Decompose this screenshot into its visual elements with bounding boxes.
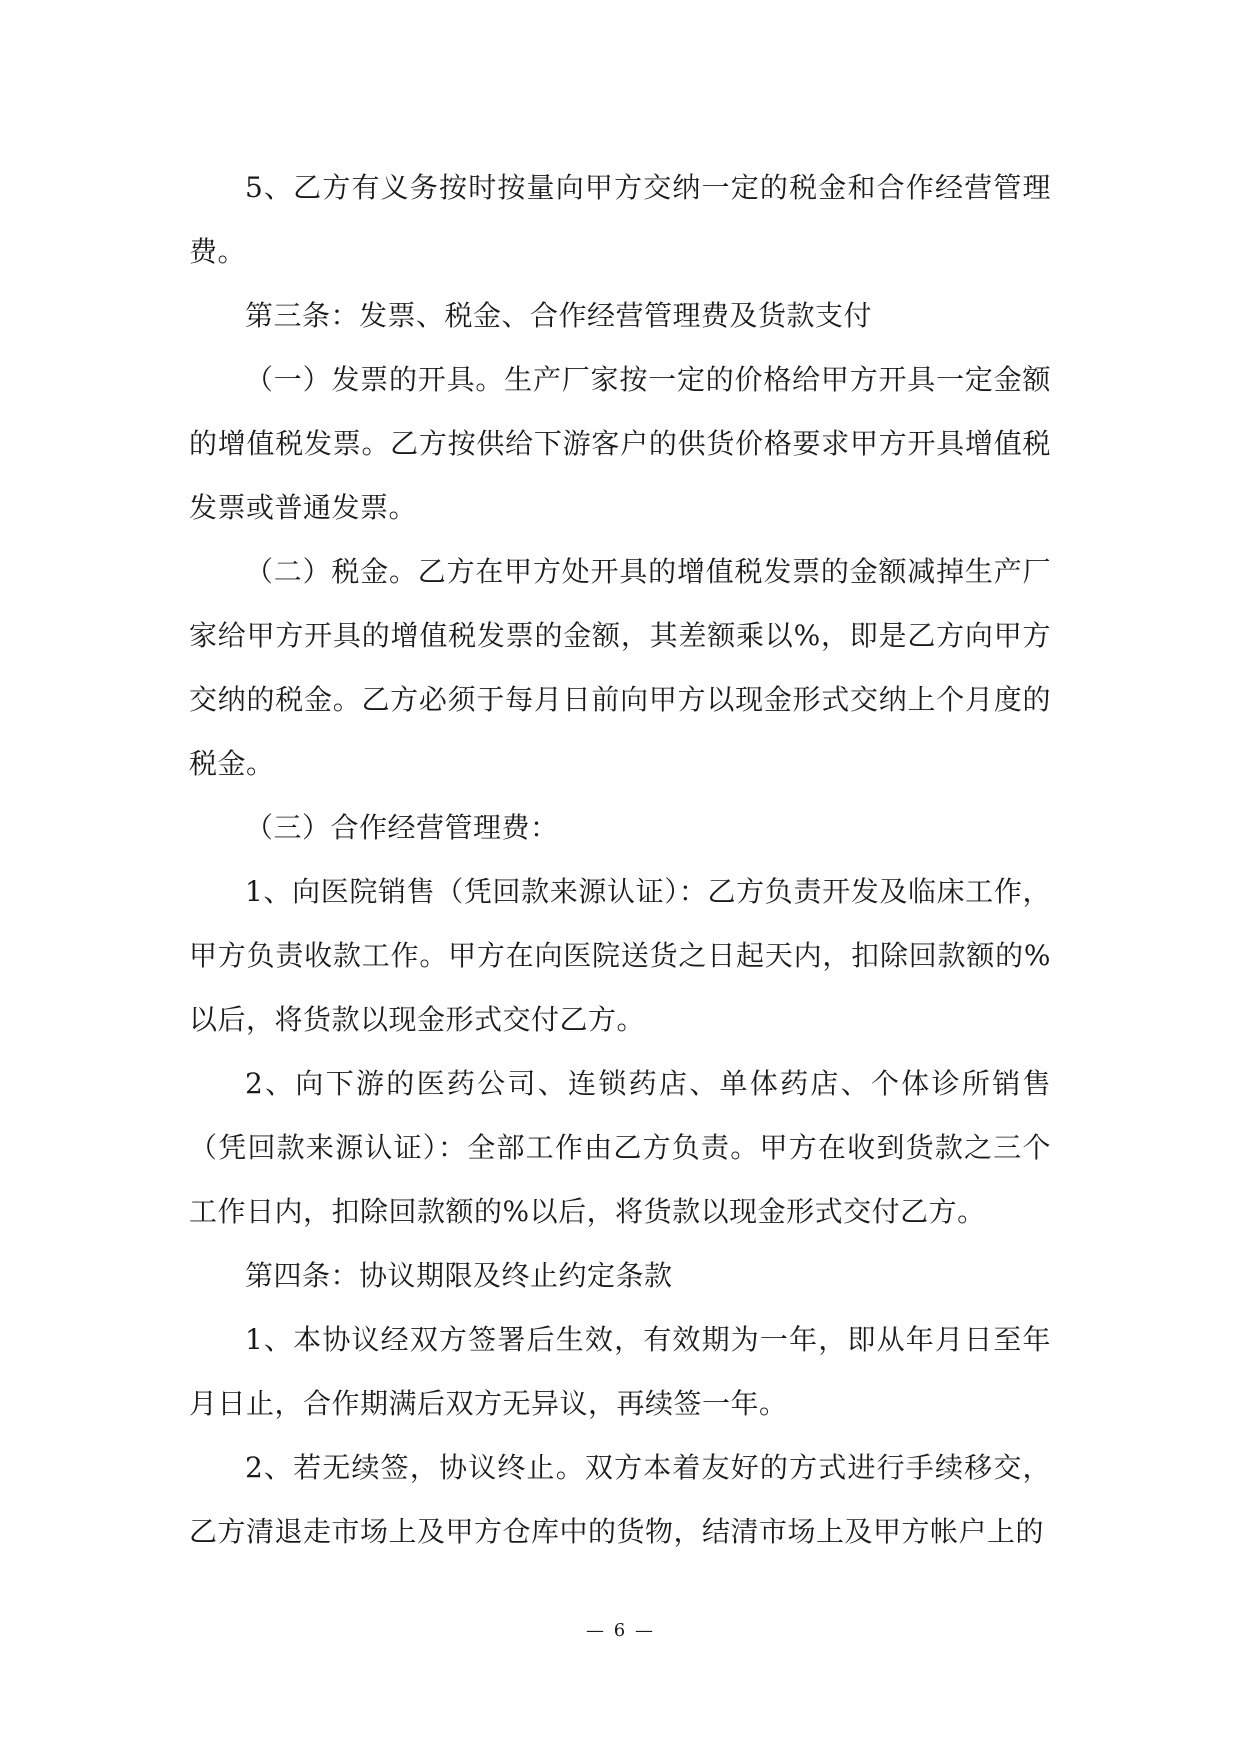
paragraph-term: 1、本协议经双方签署后生效，有效期为一年，即从年月日至年月日止，合作期满后双方无异议，再续签一年。 bbox=[189, 1323, 1051, 1420]
paragraph-hospital-sales: 1、向医院销售（凭回款来源认证）：乙方负责开发及临床工作，甲方负责收款工作。甲方在向医院送货之日起天内，扣除回款额的%以后，将货款以现金形式交付乙方。 bbox=[189, 875, 1051, 1036]
page-number: — 6 — bbox=[586, 1620, 655, 1641]
heading-article-3: 第三条：发票、税金、合作经营管理费及货款支付 bbox=[245, 299, 873, 332]
paragraph-termination: 2、若无续签，协议终止。双方本着友好的方式进行手续移交，乙方清退走市场上及甲方仓库中的货物，结清市场上及甲方帐户上的 bbox=[189, 1451, 1051, 1548]
paragraph-downstream-sales: 2、向下游的医药公司、连锁药店、单体药店、个体诊所销售（凭回款来源认证）：全部工作由乙方负责。甲方在收到货款之三个工作日内，扣除回款额的%以后，将货款以现金形式交付乙方。 bbox=[189, 1067, 1051, 1228]
paragraph-management-fee-heading: （三）合作经营管理费： bbox=[245, 811, 559, 844]
paragraph-invoice: （一）发票的开具。生产厂家按一定的价格给甲方开具一定金额的增值税发票。乙方按供给下游客户的供货价格要求甲方开具增值税发票或普通发票。 bbox=[189, 363, 1051, 524]
document-body bbox=[189, 156, 1051, 1564]
paragraph-clause-5: 5、乙方有义务按时按量向甲方交纳一定的税金和合作经营管理费。 bbox=[189, 171, 1051, 268]
heading-article-4: 第四条：协议期限及终止约定条款 bbox=[245, 1259, 673, 1292]
paragraph-tax: （二）税金。乙方在甲方处开具的增值税发票的金额减掉生产厂家给甲方开具的增值税发票的金额，其差额乘以%，即是乙方向甲方交纳的税金。乙方必须于每月日前向甲方以现金形式交纳上个月度的税金。 bbox=[189, 555, 1051, 780]
